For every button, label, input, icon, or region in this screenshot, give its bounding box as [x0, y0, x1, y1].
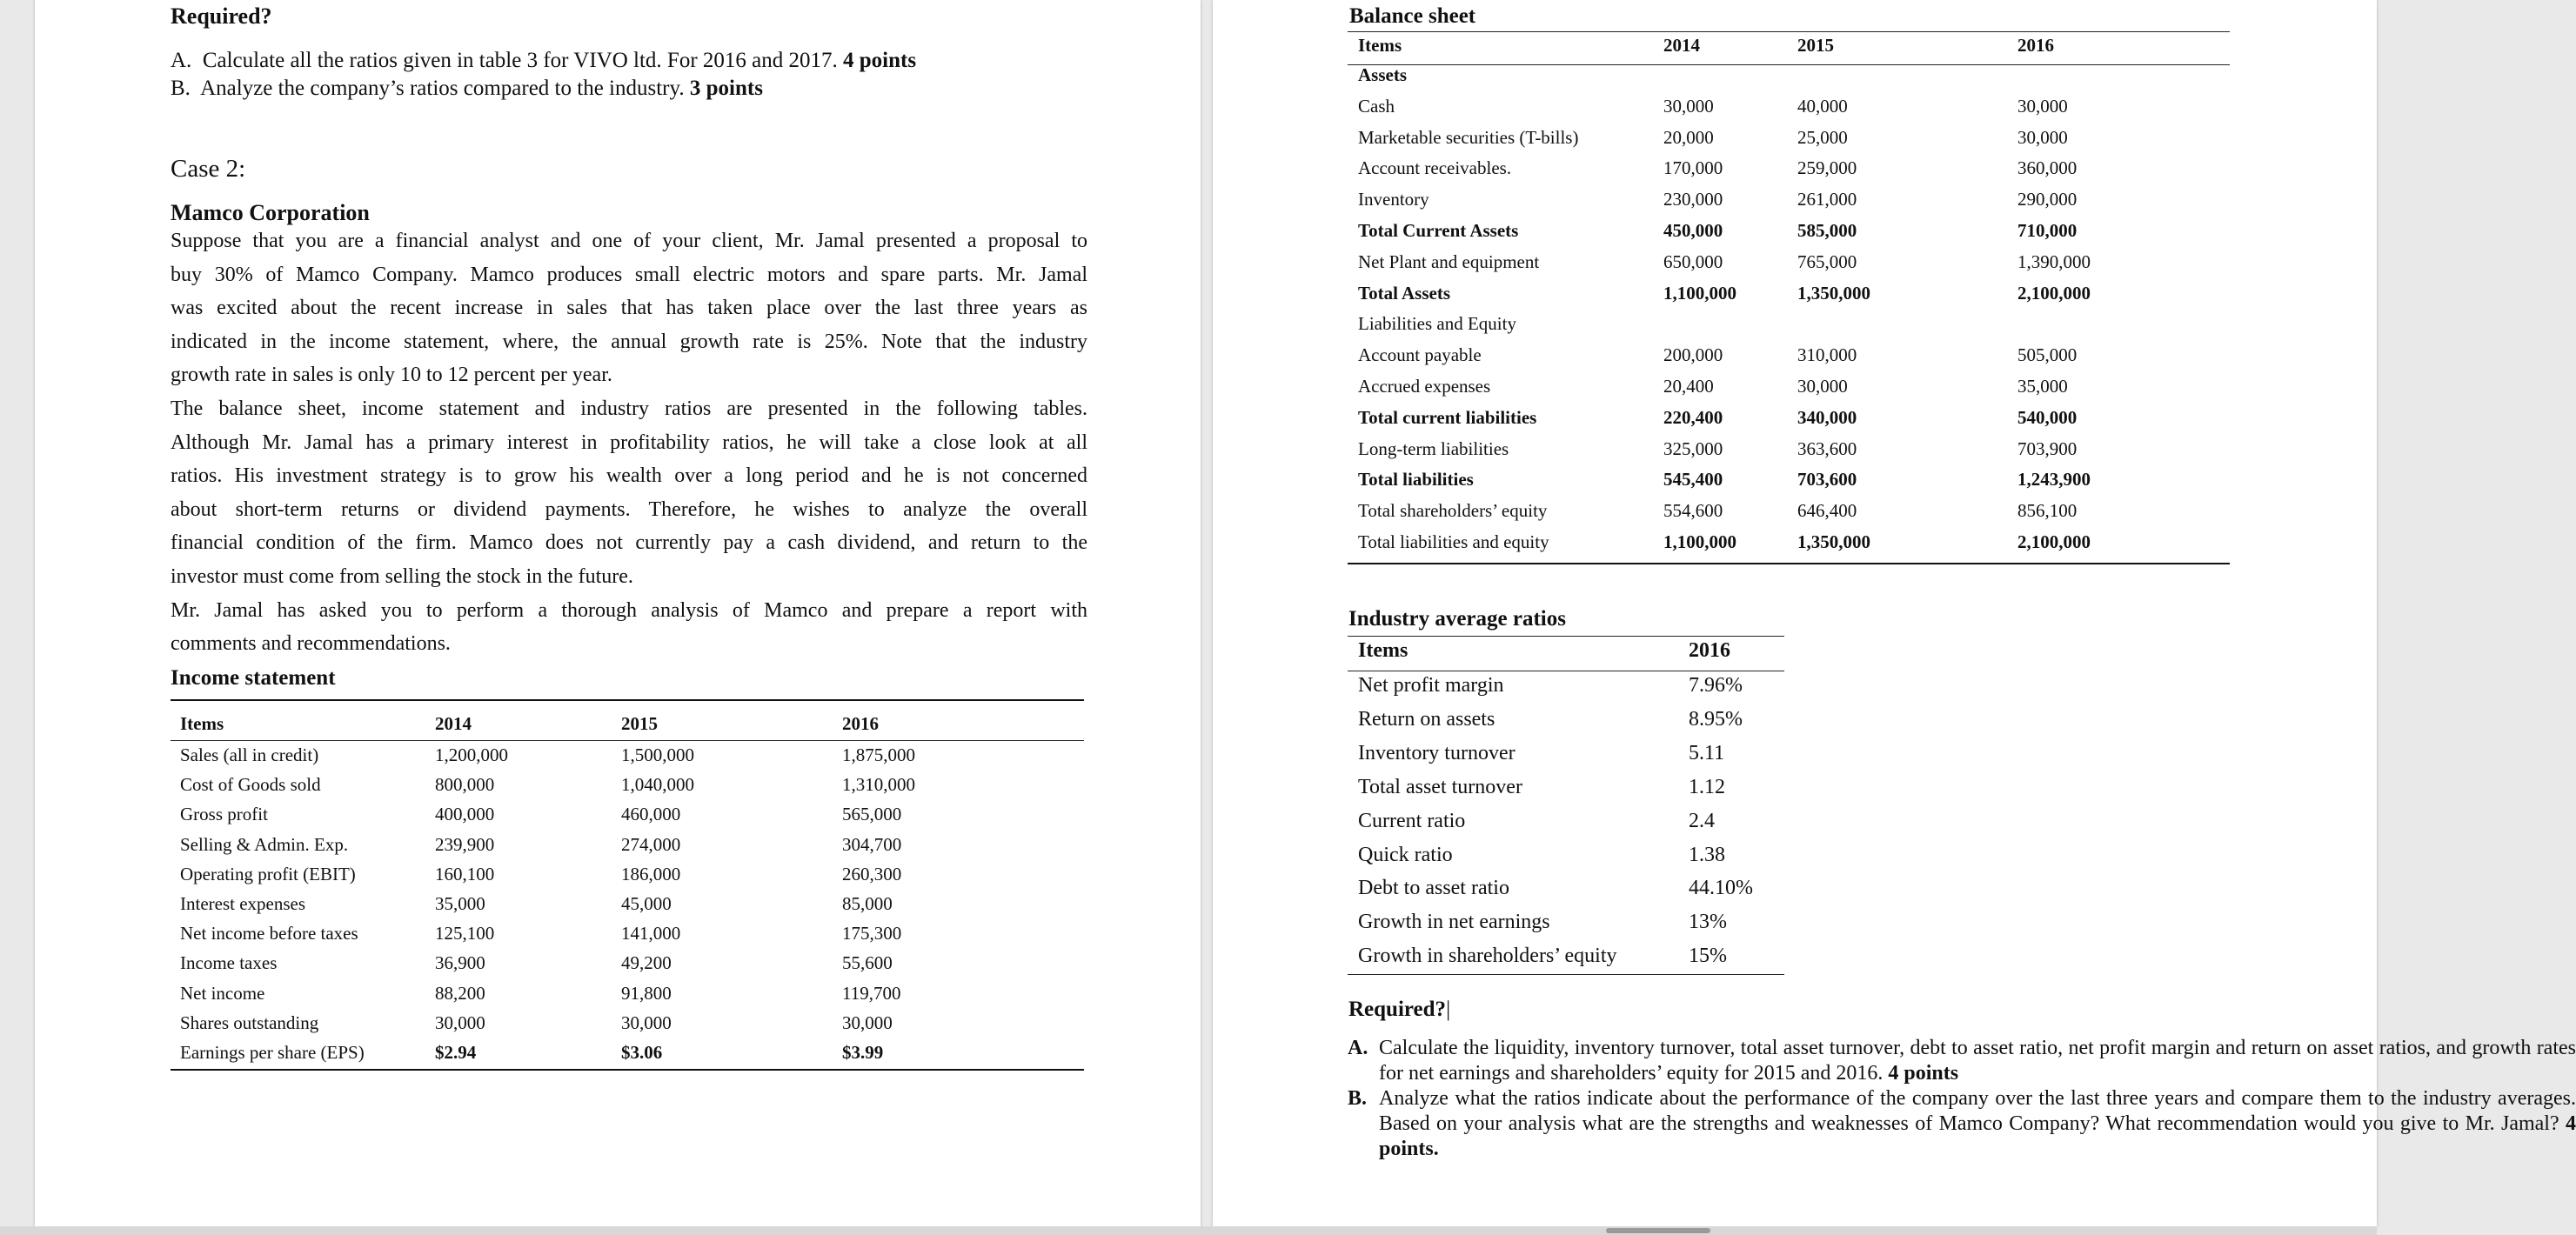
table-cell: 91,800	[621, 982, 672, 1004]
table-cell: 44.10%	[1689, 877, 1753, 900]
table-header-cell: 2016	[842, 713, 879, 734]
table-row-label: Account payable	[1358, 344, 1482, 366]
table-top-rule	[1348, 31, 2230, 32]
scrollbar-thumb[interactable]	[1606, 1228, 1710, 1233]
table-cell: 554,600	[1663, 500, 1723, 522]
table-cell: $3.99	[842, 1042, 884, 1063]
table-row-label: Operating profit (EBIT)	[180, 863, 356, 885]
table-cell: 45,000	[621, 893, 672, 914]
table-cell: 30,000	[1797, 376, 1848, 397]
table-row-label: Total Current Assets	[1358, 220, 1519, 241]
table-cell: 703,600	[1797, 469, 1857, 491]
text-cursor: |	[1446, 998, 1451, 1021]
table-bottom-rule	[1348, 974, 1784, 975]
table-row-label: Cash	[1358, 95, 1395, 117]
table-cell: 15%	[1689, 945, 1727, 968]
table-header-cell: 2016	[2017, 35, 2054, 56]
table-row-label: Total Assets	[1358, 282, 1450, 304]
balance-sheet-title: Balance sheet	[1349, 4, 1476, 28]
table-cell: 1.12	[1689, 775, 1725, 798]
required-list	[1348, 1036, 2576, 1162]
table-row-label: Net Plant and equipment	[1358, 250, 1540, 272]
table-cell: 304,700	[842, 833, 902, 855]
table-cell: 710,000	[2017, 220, 2078, 241]
industry-ratios-title: Industry average ratios	[1348, 607, 1566, 631]
table-cell: 30,000	[842, 1011, 893, 1033]
table-cell: 5.11	[1689, 741, 1725, 764]
table-header-cell: 2016	[1689, 639, 1730, 662]
required-heading: Required?	[171, 3, 272, 29]
table-cell: $2.94	[435, 1042, 477, 1063]
table-cell: 2,100,000	[2017, 531, 2091, 552]
table-bottom-rule	[171, 1069, 1084, 1071]
required-item-text: Calculate all the ratios given in table 3 for VIVO ltd. For 2016 and 2017.	[202, 49, 838, 72]
table-cell: 125,100	[435, 923, 495, 945]
table-cell: 290,000	[2017, 189, 2078, 210]
required-item-text: Analyze the company’s ratios compared to the industry.	[200, 77, 685, 100]
table-row-label: Gross profit	[180, 804, 268, 825]
table-cell: 35,000	[2017, 376, 2068, 397]
required-item-points: 4 points	[843, 49, 917, 72]
table-cell: 646,400	[1797, 500, 1857, 522]
table-cell: 85,000	[842, 893, 893, 914]
table-header-rule	[171, 740, 1084, 741]
paragraph-line: Suppose that you are a financial analyst and one of your client, Mr. Jamal presented a proposal to	[171, 230, 1087, 252]
required-item-label: A.	[171, 49, 192, 72]
table-cell: 1,875,000	[842, 744, 915, 765]
table-cell: 505,000	[2017, 344, 2078, 366]
table-cell: 1,200,000	[435, 744, 508, 765]
table-cell: 49,200	[621, 952, 672, 974]
paragraph-line: Although Mr. Jamal has a primary interest in profitability ratios, he will take a close look at all	[171, 431, 1087, 454]
document-page-left	[35, 0, 1201, 1226]
table-row-label: Earnings per share (EPS)	[180, 1042, 365, 1063]
table-cell: 36,900	[435, 952, 485, 974]
table-header-cell: 2014	[1663, 35, 1700, 56]
table-row-label: Net income	[180, 982, 265, 1004]
table-cell: 2,100,000	[2017, 282, 2091, 304]
required-item-label: B.	[171, 77, 191, 100]
table-cell: 30,000	[435, 1011, 485, 1033]
table-cell: 400,000	[435, 804, 495, 825]
table-cell: 170,000	[1663, 157, 1723, 179]
table-cell: 220,400	[1663, 406, 1723, 428]
table-row-label: Selling & Admin. Exp.	[180, 833, 349, 855]
paragraph-line: The balance sheet, income statement and industry ratios are presented in the following tables.	[171, 397, 1087, 420]
table-cell: 88,200	[435, 982, 485, 1004]
table-cell: 30,000	[621, 1011, 672, 1033]
income-statement-title: Income statement	[171, 666, 336, 690]
table-top-rule	[1348, 636, 1784, 637]
table-cell: 565,000	[842, 804, 902, 825]
table-cell: 239,900	[435, 833, 495, 855]
table-cell: 260,300	[842, 863, 902, 885]
table-cell: 186,000	[621, 863, 681, 885]
table-cell: 1,100,000	[1663, 282, 1736, 304]
required-item-points: 4 points.	[1379, 1112, 2576, 1160]
table-cell: 259,000	[1797, 157, 1857, 179]
table-row-label: Growth in shareholders’ equity	[1358, 945, 1617, 968]
table-row-label: Shares outstanding	[180, 1011, 319, 1033]
table-cell: 141,000	[621, 923, 681, 945]
table-cell: 340,000	[1797, 406, 1857, 428]
table-cell: 1,310,000	[842, 774, 915, 796]
required-item-text	[1379, 1036, 2576, 1086]
table-cell: 20,400	[1663, 376, 1714, 397]
required-item-a	[1348, 1036, 2576, 1086]
table-cell: 30,000	[2017, 126, 2068, 148]
paragraph-line: was excited about the recent increase in sales that has taken place over the last three years as	[171, 297, 1087, 320]
paragraph-line: comments and recommendations.	[171, 632, 451, 656]
table-header-cell: Items	[180, 713, 224, 734]
table-row-label: Net profit margin	[1358, 674, 1504, 697]
table-cell: 7.96%	[1689, 674, 1743, 697]
table-row-label: Sales (all in credit)	[180, 744, 319, 765]
table-cell: 20,000	[1663, 126, 1714, 148]
paragraph-line: indicated in the income statement, where, the annual growth rate is 25%. Note that the industry	[171, 330, 1087, 353]
paragraph-line: ratios. His investment strategy is to grow his wealth over a long period and he is not concerned	[171, 464, 1087, 488]
table-cell: 1,390,000	[2017, 250, 2091, 272]
table-row-label: Quick ratio	[1358, 843, 1453, 866]
table-cell: 25,000	[1797, 126, 1848, 148]
paragraph-line: investor must come from selling the stock in the future.	[171, 564, 633, 588]
paragraph-line: growth rate in sales is only 10 to 12 percent per year.	[171, 364, 612, 387]
table-row-label: Inventory	[1358, 189, 1429, 210]
table-cell: 261,000	[1797, 189, 1857, 210]
required-item-text	[1379, 1086, 2576, 1162]
table-header-cell: 2014	[435, 713, 472, 734]
paragraph-line: financial condition of the firm. Mamco does not currently pay a cash dividend, and return to the	[171, 531, 1087, 555]
required-item-b	[1348, 1086, 2576, 1162]
required-item-a	[171, 49, 916, 73]
table-cell: 460,000	[621, 804, 681, 825]
paragraph-line: Mr. Jamal has asked you to perform a thorough analysis of Mamco and prepare a report with	[171, 598, 1087, 622]
table-row-label: Income taxes	[180, 952, 278, 974]
table-header-cell: Items	[1358, 35, 1402, 56]
table-row-label: Assets	[1358, 64, 1407, 85]
table-cell: 650,000	[1663, 250, 1723, 272]
table-header-rule	[1348, 64, 2230, 65]
required-item-points: 4 points	[1888, 1062, 1959, 1085]
required-heading-text: Required?	[1348, 998, 1447, 1021]
table-row-label: Total shareholders’ equity	[1358, 500, 1548, 522]
table-cell: 856,100	[2017, 500, 2078, 522]
table-cell: 765,000	[1797, 250, 1857, 272]
table-row-label: Total liabilities and equity	[1358, 531, 1549, 552]
table-row-label: Total liabilities	[1358, 469, 1474, 491]
table-cell: 35,000	[435, 893, 485, 914]
document-page-right	[1213, 0, 2576, 1226]
table-cell: 1,350,000	[1797, 282, 1870, 304]
table-header-cell: Items	[1358, 639, 1408, 662]
table-cell: 175,300	[842, 923, 902, 945]
table-cell: 545,400	[1663, 469, 1723, 491]
table-cell: 1,100,000	[1663, 531, 1736, 552]
required-item-label: B.	[1348, 1087, 1368, 1110]
table-cell: 119,700	[842, 982, 901, 1004]
table-cell: 1,243,900	[2017, 469, 2091, 491]
table-cell: 1,350,000	[1797, 531, 1870, 552]
table-cell: $3.06	[621, 1042, 663, 1063]
table-row-label: Interest expenses	[180, 893, 306, 914]
table-row-label: Current ratio	[1358, 809, 1466, 832]
table-cell: 55,600	[842, 952, 893, 974]
required-item-points: 3 points	[689, 77, 763, 100]
table-row-label: Cost of Goods sold	[180, 774, 321, 796]
table-row-label: Return on assets	[1358, 707, 1495, 731]
table-cell: 8.95%	[1689, 707, 1743, 731]
case-title: Case 2:	[171, 155, 246, 183]
table-top-rule	[171, 699, 1084, 701]
company-title: Mamco Corporation	[171, 200, 370, 225]
paragraph-line: about short-term returns or dividend payments. Therefore, he wishes to analyze the overall	[171, 497, 1087, 521]
table-row-label: Long-term liabilities	[1358, 437, 1509, 459]
table-cell: 30,000	[1663, 95, 1714, 117]
table-cell: 703,900	[2017, 437, 2078, 459]
table-cell: 363,600	[1797, 437, 1857, 459]
table-cell: 1,040,000	[621, 774, 694, 796]
table-cell: 585,000	[1797, 220, 1857, 241]
table-cell: 1.38	[1689, 843, 1725, 866]
table-bottom-rule	[1348, 563, 2230, 564]
table-cell: 325,000	[1663, 437, 1723, 459]
table-cell: 2.4	[1689, 809, 1715, 832]
table-cell: 360,000	[2017, 157, 2078, 179]
table-row-label: Net income before taxes	[180, 923, 358, 945]
required-item-body: Calculate the liquidity, inventory turnover, total asset turnover, debt to asset ratio, net profit margin and return on asset ratios, and growth rates for net earnings and shareholders’ equity for 2015 and 2016.	[1379, 1037, 2576, 1085]
table-cell: 274,000	[621, 833, 681, 855]
table-cell: 40,000	[1797, 95, 1848, 117]
table-cell: 1,500,000	[621, 744, 694, 765]
table-cell: 800,000	[435, 774, 495, 796]
table-row-label: Inventory turnover	[1358, 741, 1515, 764]
table-row-label: Liabilities and Equity	[1358, 313, 1516, 335]
table-cell: 13%	[1689, 911, 1727, 934]
table-row-label: Account receivables.	[1358, 157, 1512, 179]
paragraph-line: buy 30% of Mamco Company. Mamco produces small electric motors and spare parts. Mr. Jamal	[171, 263, 1087, 286]
table-header-cell: 2015	[1797, 35, 1834, 56]
table-row-label: Marketable securities (T-bills)	[1358, 126, 1579, 148]
horizontal-scrollbar[interactable]	[0, 1226, 2377, 1235]
table-header-cell: 2015	[621, 713, 658, 734]
table-row-label: Accrued expenses	[1358, 376, 1491, 397]
required-item-body: Analyze what the ratios indicate about the performance of the company over the last three years and compare them to the industry averages. Based on your analysis what are the strengths and weaknesses of Mamco Company? What recommendation would you give to Mr. Jamal?	[1379, 1087, 2576, 1135]
table-cell: 200,000	[1663, 344, 1723, 366]
table-cell: 30,000	[2017, 95, 2068, 117]
table-row-label: Growth in net earnings	[1358, 911, 1550, 934]
table-cell: 160,100	[435, 863, 495, 885]
required-heading	[1348, 998, 1450, 1022]
table-cell: 310,000	[1797, 344, 1857, 366]
table-row-label: Total asset turnover	[1358, 775, 1522, 798]
table-cell: 230,000	[1663, 189, 1723, 210]
required-item-label: A.	[1348, 1037, 1368, 1059]
required-item-b	[171, 77, 763, 101]
case-paragraph	[171, 224, 1087, 661]
table-cell: 450,000	[1663, 220, 1723, 241]
table-cell: 540,000	[2017, 406, 2078, 428]
table-row-label: Total current liabilities	[1358, 406, 1537, 428]
table-row-label: Debt to asset ratio	[1358, 877, 1509, 900]
